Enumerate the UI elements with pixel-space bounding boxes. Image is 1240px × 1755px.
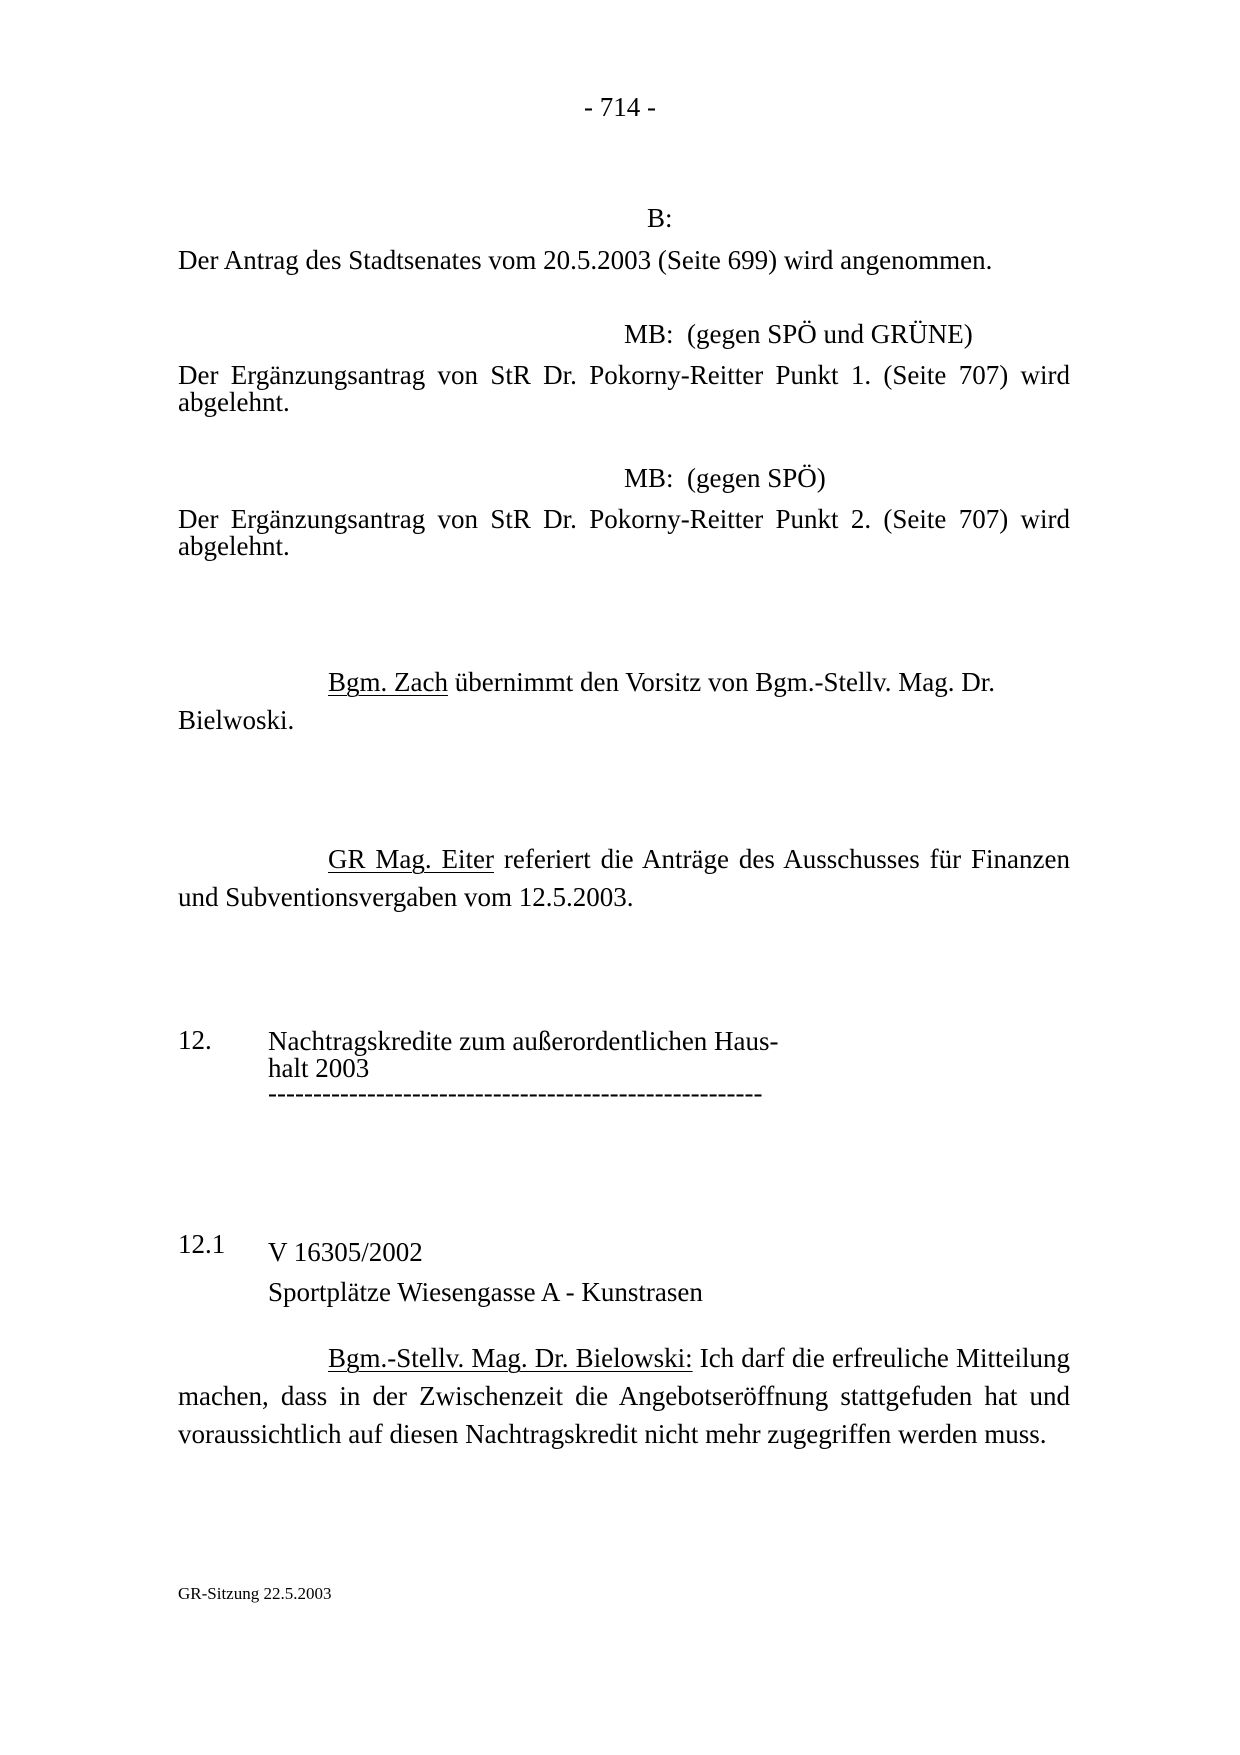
- item-12-1-title: Sportplätze Wiesengasse A - Kunstrasen: [268, 1277, 703, 1307]
- item-12-title-line2: halt 2003: [268, 1053, 370, 1083]
- referral-speaker: GR Mag. Eiter: [328, 844, 494, 874]
- item-12-1-reference: V 16305/2002: [268, 1237, 423, 1267]
- vote-1-label: MB: (gegen SPÖ und GRÜNE): [624, 319, 973, 349]
- item-12-number: 12.: [178, 1025, 212, 1055]
- item-12-title-line1: Nachtragskredite zum außerordentlichen Haus-: [268, 1026, 779, 1056]
- referral-paragraph: [178, 840, 1070, 916]
- vote-1-text: Der Ergänzungsantrag von StR Dr. Pokorny-Reitter Punkt 1. (Seite 707) wird abgelehnt.: [178, 360, 1070, 417]
- statement-speaker: Bgm.-Stellv. Mag. Dr. Bielowski:: [328, 1343, 693, 1373]
- item-12-1-number: 12.1: [178, 1229, 226, 1259]
- chair-change-speaker: Bgm. Zach: [328, 667, 448, 697]
- vote-2-label: MB: (gegen SPÖ): [624, 463, 826, 493]
- chair-change-paragraph: [178, 663, 1018, 739]
- footer: GR-Sitzung 22.5.2003: [178, 1584, 332, 1603]
- chair-change-text: übernimmt den Vorsitz von Bgm.-Stellv. Mag. Dr. Bielwoski.: [178, 667, 995, 735]
- section-b-label: B:: [647, 203, 673, 233]
- vote-2-text: Der Ergänzungsantrag von StR Dr. Pokorny-Reitter Punkt 2. (Seite 707) wird abgelehnt.: [178, 504, 1070, 561]
- item-12-title: [268, 1028, 828, 1082]
- referral-text: referiert die Anträge des Ausschusses für Finanzen und Subventionsvergaben vom 12.5.2003.: [178, 844, 1070, 912]
- item-12-1-details: [268, 1232, 828, 1312]
- item-12-separator: -------------------------------------------------------: [268, 1078, 763, 1108]
- statement-text: Ich darf die erfreuliche Mitteilung machen, dass in der Zwischenzeit die Angebotseröffnung stattgefuden hat und voraussichtlich auf diesen Nachtragskredit nicht mehr zugegriffen werden muss.: [178, 1343, 1070, 1449]
- section-b-text: Der Antrag des Stadtsenates vom 20.5.2003 (Seite 699) wird angenommen.: [178, 245, 993, 275]
- statement-paragraph: [178, 1339, 1070, 1453]
- page-number: - 714 -: [584, 92, 656, 122]
